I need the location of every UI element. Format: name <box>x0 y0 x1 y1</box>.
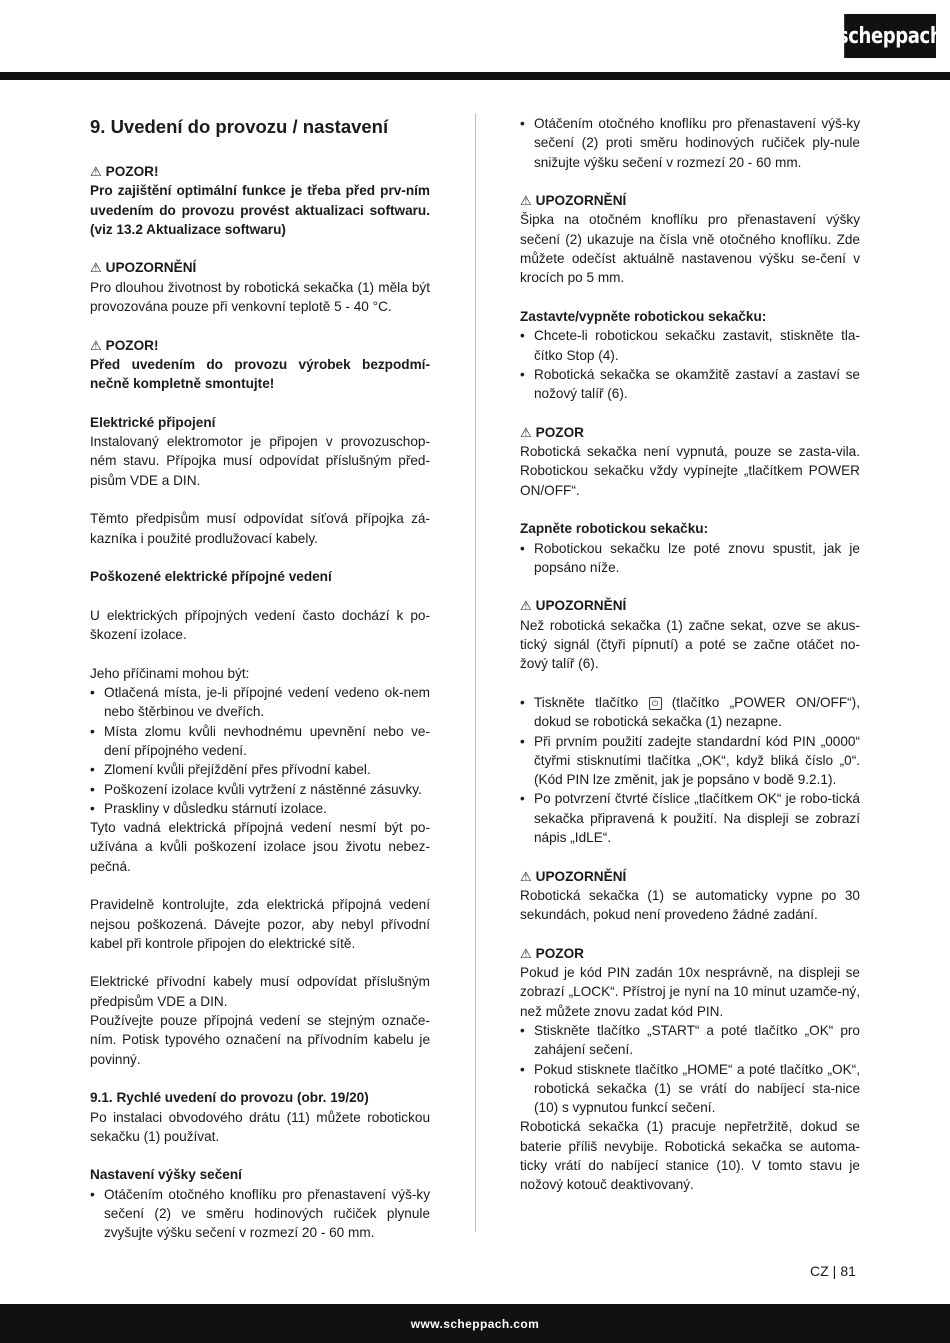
subheading-stop: Zastavte/vypněte robotickou sekačku: <box>520 308 767 324</box>
warning-icon: ⚠ <box>90 164 102 179</box>
warning-text: Robotická sekačka není vypnutá, pouze se zasta-vila. Robotickou sekačku vždy vypínejte „tlačítkem POWER ON/OFF“. <box>520 444 860 498</box>
paragraph: Používejte pouze přípojná vedení se stejným označe-ním. Potisk typového označení na přívodním kabelu je povinný. <box>90 1013 430 1067</box>
power-list <box>520 693 860 847</box>
warning-title: ⚠ POZOR <box>520 944 860 963</box>
paragraph: Po instalaci obvodového drátu (11) můžete robotickou sekačku (1) používat. <box>90 1109 430 1144</box>
list-item: • Místa zlomu kvůli nevhodnému upevnění nebo ve-dení přípojného vedení. <box>90 722 430 761</box>
paragraph: Instalovaný elektromotor je připojen v provozuschop-ném stavu. Přípojka musí odpovídat příslušným před-pisům VDE a DIN. <box>90 434 430 488</box>
subheading-cutting-height: Nastavení výšky sečení <box>90 1167 242 1183</box>
height-list <box>520 114 860 172</box>
paragraph: Tyto vadná elektrická přípojná vedení nesmí být po-užívána a kvůli poškození izolace jsou životu nebez-pečná. <box>90 820 430 874</box>
notice-title: ⚠ UPOZORNĚNÍ <box>520 191 860 210</box>
section-title: 9. Uvedení do provozu / nastavení <box>90 116 389 137</box>
warning-text: Před uvedením do provozu výrobek bezpodmí-nečně kompletně smontujte! <box>90 356 430 392</box>
warning-icon: ⚠ <box>90 260 102 276</box>
website-url[interactable]: www.scheppach.com <box>410 1316 540 1331</box>
notice-text: Robotická sekačka (1) se automaticky vypne po 30 sekundách, pokud není provedeno žádné zadání. <box>520 887 860 923</box>
lock-list <box>520 1021 860 1117</box>
height-list <box>90 1185 430 1243</box>
subheading-start: Zapněte robotickou sekačku: <box>520 521 709 537</box>
list-item: • Poškození izolace kvůli vytržení z nástěnné zásuvky. <box>90 780 430 799</box>
paragraph: Těmto předpisům musí odpovídat síťová přípojka zá-kazníka i použité prodlužovací kabely. <box>90 511 430 546</box>
warning-icon: ⚠ <box>90 337 102 353</box>
warning-icon: ⚠ <box>520 424 532 440</box>
notice-title: ⚠ UPOZORNĚNÍ <box>520 867 860 886</box>
list-item: • Zlomení kvůli přejíždění přes přívodní kabel. <box>90 760 430 779</box>
list-item: • Otlačená místa, je-li přípojné vedení vedeno ok-nem nebo štěrbinou ve dveřích. <box>90 683 430 722</box>
power-button-icon: ⏻ <box>649 697 662 710</box>
notice-text: Než robotická sekačka (1) začne sekat, ozve se akus-tický signál (čtyři pípnutí) a poté se začne otáčet no-žový talíř (6). <box>520 617 860 672</box>
list-item: • Po potvrzení čtvrté číslice „tlačítkem OK“ je robo-tická sekačka připravená k použití. Na displeji se zobrazí nápis „IdLE“. <box>520 789 860 847</box>
notice-text: Šipka na otočném knoflíku pro přenastavení výšky sečení (2) ukazuje na čísla vně otočného knoflíku. Zde můžete odečíst aktuálně nastavenou výšku se-čení v krocích po 5 mm. <box>520 212 860 286</box>
notice-title: ⚠ UPOZORNĚNÍ <box>90 258 430 277</box>
header-rule <box>0 72 950 80</box>
warning-icon: ⚠ <box>520 193 532 209</box>
warning-title: ⚠ POZOR! <box>90 162 430 181</box>
paragraph: Robotická sekačka (1) pracuje nepřetržitě, dokud se baterie příliš nevybije. Robotická sekačka se automa-ticky vrátí do nabíjecí stanice (10). V tomto stavu je nožový kotouč deaktivovaný. <box>520 1119 860 1193</box>
paragraph: U elektrických přípojných vedení často dochází k po-škození izolace. <box>90 607 430 643</box>
left-column <box>90 114 430 1243</box>
brand-logo: scheppach <box>844 14 936 58</box>
list-item: • Chcete-li robotickou sekačku zastavit, stiskněte tla-čítko Stop (4). <box>520 326 860 365</box>
warning-text: Pro zajištění optimální funkce je třeba před prv-ním uvedením do provozu provést aktualizaci softwaru. (viz 13.2 Aktualizace softwaru) <box>90 183 430 237</box>
list-item: • Robotická sekačka se okamžitě zastaví a zastaví se nožový talíř (6). <box>520 365 860 404</box>
page-number: CZ | 81 <box>810 1263 856 1279</box>
start-list <box>520 539 860 578</box>
warning-title: ⚠ POZOR <box>520 423 860 442</box>
subheading-damaged: Poškozené elektrické přípojné vedení <box>90 569 332 585</box>
list-item: • Praskliny v důsledku stárnutí izolace. <box>90 799 430 818</box>
stop-list <box>520 326 860 403</box>
warning-icon: ⚠ <box>520 945 532 961</box>
list-item: • Otáčením otočného knoflíku pro přenastavení výš-ky sečení (2) proti směru hodinových ručiček ply-nule snižujte výšku sečení v rozmezí 20 - 60 mm. <box>520 114 860 172</box>
paragraph: Jeho příčinami mohou být: <box>90 665 250 681</box>
footer-bar <box>0 1304 950 1343</box>
causes-list <box>90 683 430 818</box>
paragraph: Elektrické přívodní kabely musí odpovídat příslušným předpisům VDE a DIN. <box>90 974 430 1009</box>
list-item: • Robotickou sekačku lze poté znovu spustit, jak je popsáno níže. <box>520 539 860 578</box>
notice-title: ⚠ UPOZORNĚNÍ <box>520 596 860 615</box>
notice-text: Pro dlouhou životnost by robotická sekačka (1) měla být provozována pouze při venkovní teplotě 5 - 40 °C. <box>90 279 430 315</box>
list-item: • Pokud stisknete tlačítko „HOME“ a poté tlačítko „OK“, robotická sekačka (1) se vrátí do nabíjecí sta-nice (10) s vypnutou funkcí sečení. <box>520 1060 860 1118</box>
right-column <box>520 114 860 1195</box>
list-item: • Tiskněte tlačítko ⏻ (tlačítko „POWER ON/OFF“), dokud se robotická sekačka (1) nezapne. <box>520 693 860 732</box>
warning-icon: ⚠ <box>520 868 532 884</box>
list-item: • Stiskněte tlačítko „START“ a poté tlačítko „OK“ pro zahájení sečení. <box>520 1021 860 1060</box>
list-item: • Otáčením otočného knoflíku pro přenastavení výš-ky sečení (2) ve směru hodinových ručiček plynule zvyšujte výšku sečení v rozmezí 20 - 60 mm. <box>90 1185 430 1243</box>
list-item: • Při prvním použití zadejte standardní kód PIN „0000“ čtyřmi stisknutími tlačítka „OK“, když bliká číslo „0“. (Kód PIN lze změnit, jak je popsáno v bodě 9.2.1). <box>520 732 860 790</box>
warning-text: Pokud je kód PIN zadán 10x nesprávně, na displeji se zobrazí „LOCK“. Přístroj je nyní na 10 minut uzamče-ný, než můžete znovu zadat kód PIN. <box>520 965 860 1019</box>
warning-icon: ⚠ <box>520 598 532 614</box>
paragraph: Pravidelně kontrolujte, zda elektrická přípojná vedení nejsou poškozená. Dávejte pozor, aby nebyl přívodní kabel při kontrole připojen do elektrické sítě. <box>90 897 430 951</box>
warning-title: ⚠ POZOR! <box>90 336 430 355</box>
subheading-quick-start: 9.1. Rychlé uvedení do provozu (obr. 19/20) <box>90 1090 369 1106</box>
column-divider <box>475 114 476 1232</box>
subheading-electrical: Elektrické připojení <box>90 414 216 430</box>
